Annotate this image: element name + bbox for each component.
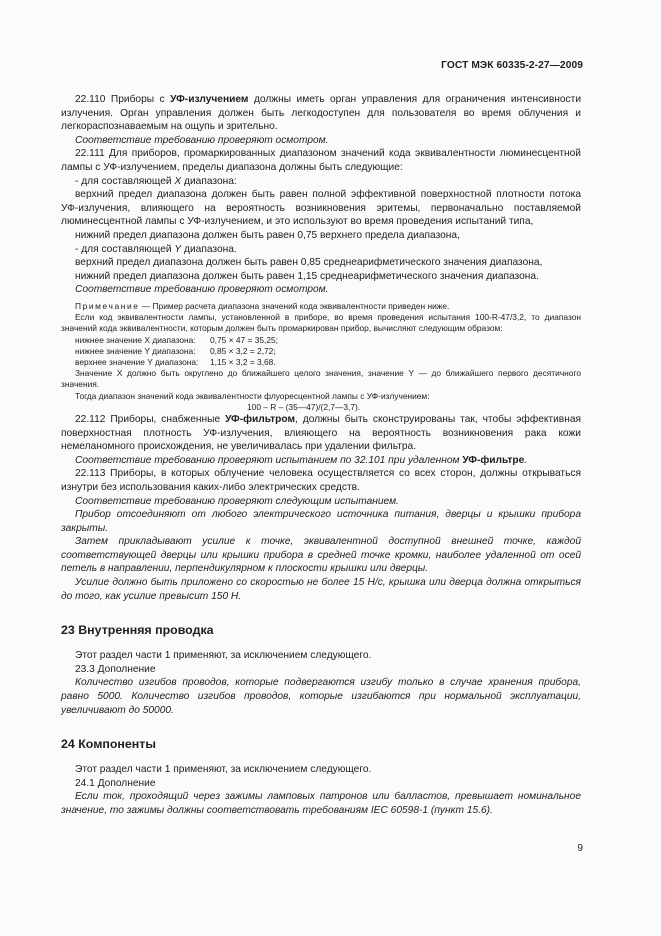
section-paragraph: Этот раздел части 1 применяют, за исключением следующего.	[75, 764, 372, 776]
test-step: Усилие должно быть приложено со скоростью не более 15 Н/с, крышка или дверца должна открыться до того, как усилие превысит 150 Н.	[61, 577, 581, 602]
section-heading-23: 23 Внутренняя проводка	[61, 623, 214, 638]
clause-22-110: 22.110 Приборы с УФ-излучением должны иметь орган управления для ограничения интенсивности излучения. Орган управления должен быть легкодоступен для пользователя во время облучения и легкораспознаваемым на ощупь и зрительно.	[61, 94, 582, 133]
note-paragraph: Тогда диапазон значений кода эквивалентности флуоресцентной лампы с УФ-излучением:	[75, 390, 430, 401]
clause-22-113: 22.113 Приборы, в которых облучение человека осуществляется со всех сторон, должны открываться изнутри без использования каких-либо электрических средств.	[61, 468, 581, 493]
x-component-heading: - для составляющей X диапазона:	[75, 175, 237, 187]
page-number: 9	[577, 843, 583, 854]
compliance-check: Соответствие требованию проверяют следующим испытанием.	[75, 495, 399, 507]
x-lower-limit: нижний предел диапазона должен быть равен 0,75 верхнего предела диапазона,	[75, 229, 460, 241]
subclause-heading: 24.1 Дополнение	[75, 777, 156, 789]
calc-row: верхнее значение Y диапазона: 1,15 × 3,2 = 3,68.	[75, 356, 276, 367]
note-paragraph: Если код эквивалентности лампы, установленной в приборе, во время проведения испытания 100-R-47/3,2, то диапазон значений кода эквивалентности, которым должен быть промаркирован прибор, вычисляют следующим образом:	[61, 312, 581, 334]
compliance-check: Соответствие требованию проверяют осмотром.	[75, 284, 329, 296]
calc-row: нижнее значение Y диапазона: 0,85 × 3,2 = 2,72;	[75, 345, 276, 356]
note-paragraph: Значение X должно быть округлено до ближайшего целого значения, значение Y — до ближайшего первого десятичного значения.	[61, 368, 581, 390]
subclause-heading: 23.3 Дополнение	[75, 663, 156, 675]
section-paragraph: Количество изгибов проводов, которые подвергаются изгибу только в случае хранения прибора, равно 5000. Количество изгибов проводов, которые изгибаются при нормальной эксплуатации, увеличивают до 50000.	[61, 677, 581, 716]
compliance-check: Соответствие требованию проверяют осмотром.	[75, 134, 329, 146]
document-header: ГОСТ МЭК 60335-2-27—2009	[441, 60, 583, 71]
section-paragraph: Этот раздел части 1 применяют, за исключением следующего.	[75, 650, 372, 662]
test-step: Прибор отсоединяют от любого электрического источника питания, дверцы и крышки прибора закрыты.	[61, 509, 581, 534]
note-label: Примечание	[75, 300, 140, 311]
compliance-check: Соответствие требованию проверяют испытанием по 32.101 при удаленном УФ-фильтре.	[75, 454, 528, 466]
bold-term: УФ-излучением	[170, 94, 249, 105]
calc-row: нижнее значение X диапазона: 0,75 × 47 = 35,25;	[75, 334, 278, 345]
clause-22-112: 22.112 Приборы, снабженные УФ-фильтром, должны быть сконструированы так, чтобы эффективная поверхностная плотность УФ-излучения, влияющего на вероятность возникновения рака кожи немеланомного происхождения, не увеличивалась при удалении фильтра.	[61, 413, 582, 453]
note-block	[61, 301, 581, 413]
section-heading-24: 24 Компоненты	[61, 737, 156, 752]
y-lower-limit: нижний предел диапазона должен быть равен 1,15 среднеарифметического значения диапазона.	[75, 270, 539, 282]
note-intro: Примечание — Пример расчета диапазона значений кода эквивалентности приведен ниже.	[75, 300, 450, 311]
test-step: Затем прикладывают усилие к точке, эквивалентной доступной внешней точке, каждой соответствующей дверцы или крышки прибора в средней точке кромки, наиболее удаленной от осей петель в направлении, перпендикулярном к плоскости крышки или дверцы.	[61, 536, 581, 575]
page-content	[61, 93, 581, 818]
clause-22-111: 22.111 Для приборов, промаркированных диапазоном значений кода эквивалентности люминесцентной лампы с УФ-излучением, пределы диапазона должны быть следующие:	[61, 148, 581, 173]
y-component-heading: - для составляющей Y диапазона.	[75, 243, 237, 255]
range-formula: 100 – R – (35—47)/(2,7—3,7).	[247, 401, 361, 412]
x-upper-limit: верхний предел диапазона должен быть равен полной эффективной поверхностной плотности потока УФ-излучения, влияющего на вероятность возникновения эритемы, первоначально поставляемой люминесцентной лампы с УФ-излучением, и это используют во время проведения испытаний типа,	[61, 189, 581, 228]
y-upper-limit: верхний предел диапазона должен быть равен 0,85 среднеарифметического значения диапазона,	[75, 257, 543, 269]
bold-term: УФ-фильтром	[225, 413, 295, 425]
section-paragraph: Если ток, проходящий через зажимы ламповых патронов или балластов, превышает номинальное значение, то зажимы должны соответствовать требованиям IEC 60598-1 (пункт 15.6).	[61, 791, 581, 816]
